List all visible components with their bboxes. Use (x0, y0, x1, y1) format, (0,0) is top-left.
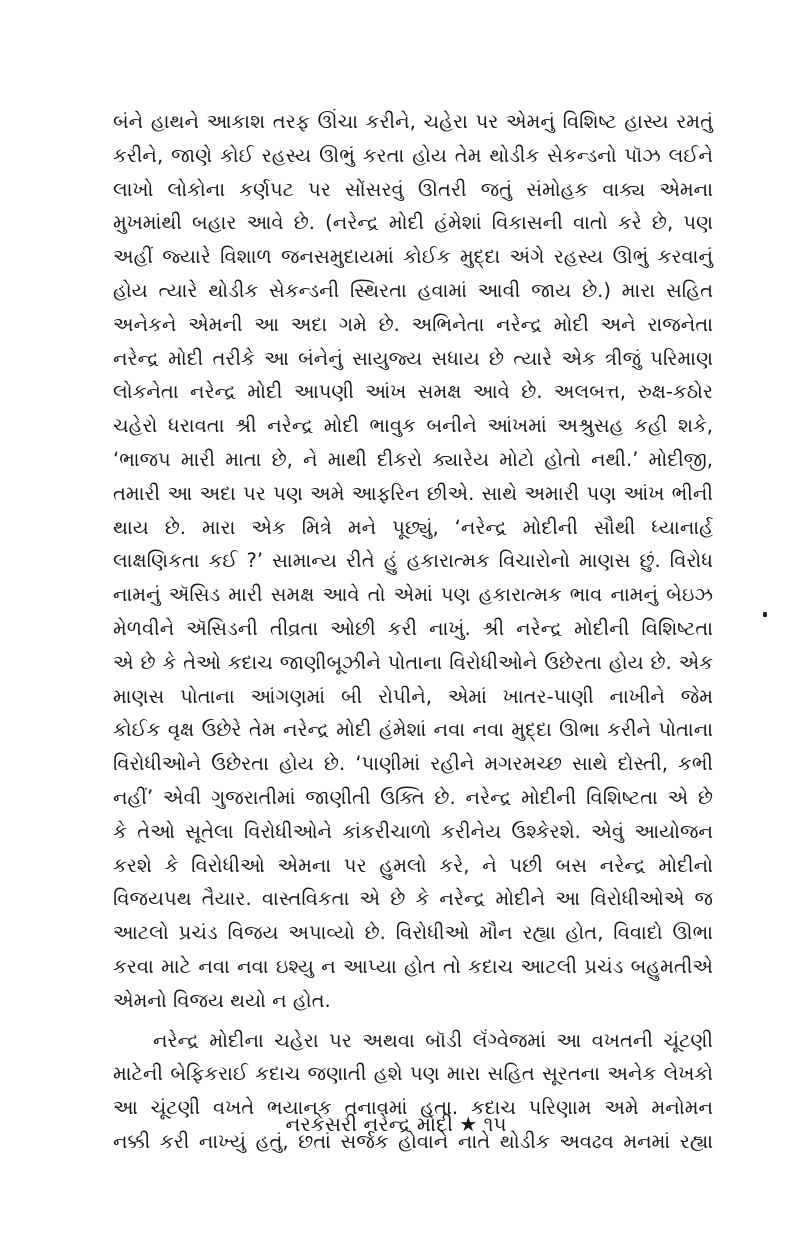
text-line: કરવા માટે નવા નવા ઇશ્યુ ન આપ્યા હોત તો કદાચ આટલી પ્રચંડ બહુમતીએ (113, 954, 713, 978)
text-line: હોય ત્યારે થોડીક સેકન્ડની સ્થિરતા હવામાં આવી જાય છે.) મારા સહિત (113, 278, 713, 302)
text-line: લાક્ષણિકતા કઈ ?’ સામાન્ય રીતે હું હકારાત્મક વિચારોનો માણસ છું. વિરોધ (113, 549, 713, 573)
text-line: વિજયપથ તૈયાર. વાસ્તવિકતા એ છે કે નરેન્દ્ર મોદીને આ વિરોધીઓએ જ (113, 887, 713, 911)
text-line: થાય છે. મારા એક મિત્રે મને પૂછ્યું, ‘નરેન્દ્ર મોદીની સૌથી ધ્યાનાર્હ (113, 515, 713, 539)
text-line: કોઈક વૃક્ષ ઉછેરે તેમ નરેન્દ્ર મોદી હંમેશાં નવા નવા મુદ્દા ઊભા કરીને પોતાના (113, 718, 713, 742)
text-line: લાખો લોકોના કર્ણપટ પર સોંસરવું ઊતરી જતું સંમોહક વાક્ય એમના (113, 177, 713, 201)
text-line: અહીં જ્યારે વિશાળ જનસમુદાયમાં કોઈક મુદ્દા અંગે રહસ્ય ઊભું કરવાનું (113, 245, 713, 269)
text-line: ‘ભાજપ મારી માતા છે, ને માથી દીકરો ક્યારેય મોટો હોતો નથી.’ મોદીજી, (113, 447, 713, 471)
text-line: તમારી આ અદા પર પણ અમે આફરિન છીએ. સાથે અમારી પણ આંખ ભીની (113, 481, 713, 505)
text-line: માટેની બેફિકરાઈ કદાચ જણાતી હશે પણ મારા સહિત સૂરતના અનેક લેખકો (113, 1062, 713, 1086)
text-line: નામનું ઍસિડ મારી સમક્ષ આવે તો એમાં પણ હકારાત્મક ભાવ નામનું બેઇઝ (113, 583, 713, 607)
text-line: કરશે કે વિરોધીઓ એમના પર હુમલો કરે, ને પછી બસ નરેન્દ્ર મોદીનો (113, 853, 713, 877)
page-footer: નરકેસરી નરેન્દ્ર મોદી ★ ૧૫ (285, 1112, 507, 1136)
text-line: આ ચૂંટણી વખતે ભયાનક તનાવમાં હતા. કદાચ પરિણામ અમે મનોમન (113, 1096, 713, 1120)
ink-speck (763, 612, 767, 617)
text-line: નક્કી કરી નાખ્યું હતું, છતાં સર્જક હોવાને નાતે થોડીક અવઢવ મનમાં રહ્યા (113, 1129, 713, 1153)
text-line: આટલો પ્રચંડ વિજય અપાવ્યો છે. વિરોધીઓ મૌન રહ્યા હોત, વિવાદો ઊભા (113, 921, 713, 945)
text-line: મેળવીને ઍસિડની તીવ્રતા ઓછી કરી નાખું. શ્રી નરેન્દ્ર મોદીની વિશિષ્ટતા (113, 616, 713, 640)
text-line: માણસ પોતાના આંગણમાં બી રોપીને, એમાં ખાતર-પાણી નાખીને જેમ (113, 684, 713, 708)
paragraph-1 (113, 105, 713, 1018)
text-line: એમનો વિજય થયો ન હોત. (113, 988, 331, 1012)
text-line: વિરોધીઓને ઉછેરતા હોય છે. ‘પાણીમાં રહીને મગરમચ્છ સાથે દોસ્તી, કભી (113, 752, 713, 776)
text-line: લોકનેતા નરેન્દ્ર મોદી આપણી આંખ સમક્ષ આવે છે. અલબત્ત, રુક્ષ-કઠોર (113, 380, 713, 404)
text-line: ચહેરો ધરાવતા શ્રી નરેન્દ્ર મોદી ભાવુક બનીને આંખમાં અશ્રુસહ કહી શકે, (113, 414, 713, 438)
text-line: નરેન્દ્ર મોદી તરીકે આ બંનેનું સાયુજ્ય સધાય છે ત્યારે એક ત્રીજું પરિમાણ (113, 346, 713, 370)
text-line: અનેકને એમની આ અદા ગમે છે. અભિનેતા નરેન્દ્ર મોદી અને રાજનેતા (113, 312, 713, 336)
text-line: કરીને, જાણે કોઈ રહસ્ય ઊભું કરતા હોય તેમ થોડીક સેકન્ડનો પૉઝ લઈને (113, 143, 713, 167)
text-line: નરેન્દ્ર મોદીના ચહેરા પર અથવા બૉડી લૅંગ્વેજમાં આ વખતની ચૂંટણી (153, 1028, 713, 1052)
body-text (113, 105, 713, 1159)
text-line: એ છે કે તેઓ કદાચ જાણીબૂઝીને પોતાના વિરોધીઓને ઉછેરતા હોય છે. એક (113, 650, 713, 674)
text-line: બંને હાથને આકાશ તરફ ઊંચા કરીને, ચહેરા પર એમનું વિશિષ્ટ હાસ્ય રમતું (113, 110, 713, 133)
text-line: કે તેઓ સૂતેલા વિરોધીઓને કાંકરીચાળો કરીનેય ઉશ્કેરશે. એવું આયોજન (113, 819, 713, 843)
text-line: મુખમાંથી બહાર આવે છે. (નરેન્દ્ર મોદી હંમેશાં વિકાસની વાતો કરે છે, પણ (113, 211, 713, 235)
text-line: નહીં’ એવી ગુજરાતીમાં જાણીતી ઉક્તિ છે. નરેન્દ્ર મોદીની વિશિષ્ટતા એ છે (113, 785, 713, 809)
